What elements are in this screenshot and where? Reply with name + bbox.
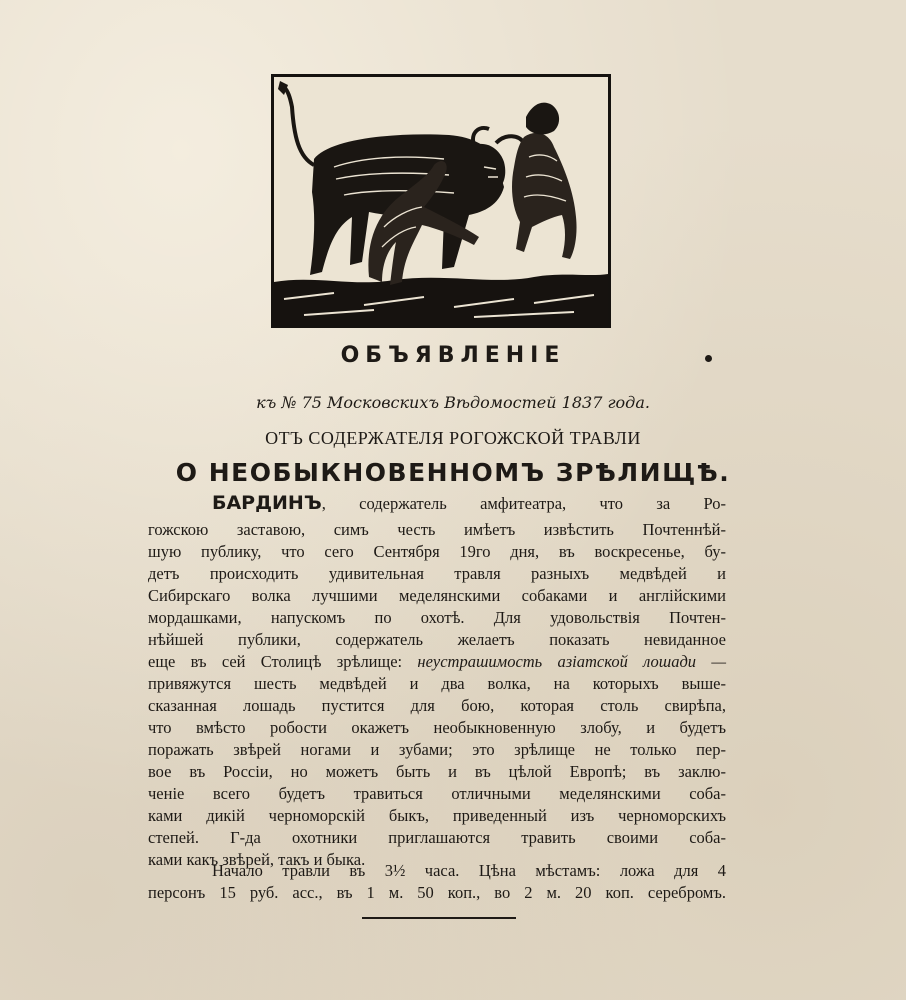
body-line <box>212 492 726 514</box>
body-line: нѣйшей публики, содержатель желаетъ показать невиданное <box>148 630 726 649</box>
woodcut-illustration <box>271 74 611 328</box>
body-text: , содержатель амфитеатра, что за Ро- <box>321 494 726 513</box>
body-line: что вмѣсто робости окажетъ необыкновенную злобу, и будетъ <box>148 718 726 737</box>
body-line: шую публику, что сего Сентября 19го дня, въ воскресенье, бу- <box>148 542 726 561</box>
bull-and-dogs-woodcut-image <box>274 77 608 325</box>
title-dot <box>705 355 712 362</box>
body-line: ченіе всего будетъ травиться отличными меделянскими соба- <box>148 784 726 803</box>
headline: О НЕОБЫКНОВЕННОМЪ ЗРѢЛИЩѢ. <box>175 458 731 487</box>
body-line <box>148 651 726 673</box>
body-line: гожскою заставою, симъ честь имѣетъ извѣстить Почтеннѣй- <box>148 520 726 539</box>
body-line: детъ происходить удивительная травля разныхъ медвѣдей и <box>148 564 726 583</box>
price-line: персонъ 15 руб. асс., въ 1 м. 50 коп., во 2 м. 20 коп. серебромъ. <box>148 883 726 902</box>
sender-line: ОТЪ СОДЕРЖАТЕЛЯ РОГОЖСКОЙ ТРАВЛИ <box>265 428 641 448</box>
body-line: Сибирскаго волка лучшими меделянскими собаками и англійскими <box>148 586 726 605</box>
body-line: вое въ Россіи, но можетъ быть и въ цѣлой Европѣ; въ заклю- <box>148 762 726 781</box>
body-line: поражать звѣрей ногами и зубами; это зрѣлище не только пер- <box>148 740 726 759</box>
body-line: мордашками, напускомъ по охотѣ. Для удовольствія Почтен- <box>148 608 726 627</box>
newspaper-reference: къ № 75 Московскихъ Вѣдомостей 1837 года. <box>256 393 650 412</box>
body-line: ками дикій черноморскій быкъ, приведенный изъ черноморскихъ <box>148 806 726 825</box>
body-line: степей. Г-да охотники приглашаются травить своими соба- <box>148 828 726 847</box>
body-text: еще въ сей Столицѣ зрѣлище: <box>148 652 418 671</box>
lead-name: БАРДИНЪ <box>212 492 322 514</box>
body-line: привяжутся шесть медвѣдей и два волка, на которыхъ выше- <box>148 674 726 693</box>
body-line: сказанная лошадь пустится для бою, которая столь свирѣпа, <box>148 696 726 715</box>
body-line: ками какъ звѣрей, такъ и быка. <box>148 850 366 869</box>
price-line: Начало травли въ 3½ часа. Цѣна мѣстамъ: ложа для 4 <box>212 861 726 880</box>
notice-title: ОБЪЯВЛЕНІЕ <box>340 343 566 368</box>
closing-rule <box>362 917 516 919</box>
italic-phrase: неустрашимость азіатской лошади — <box>417 652 726 671</box>
